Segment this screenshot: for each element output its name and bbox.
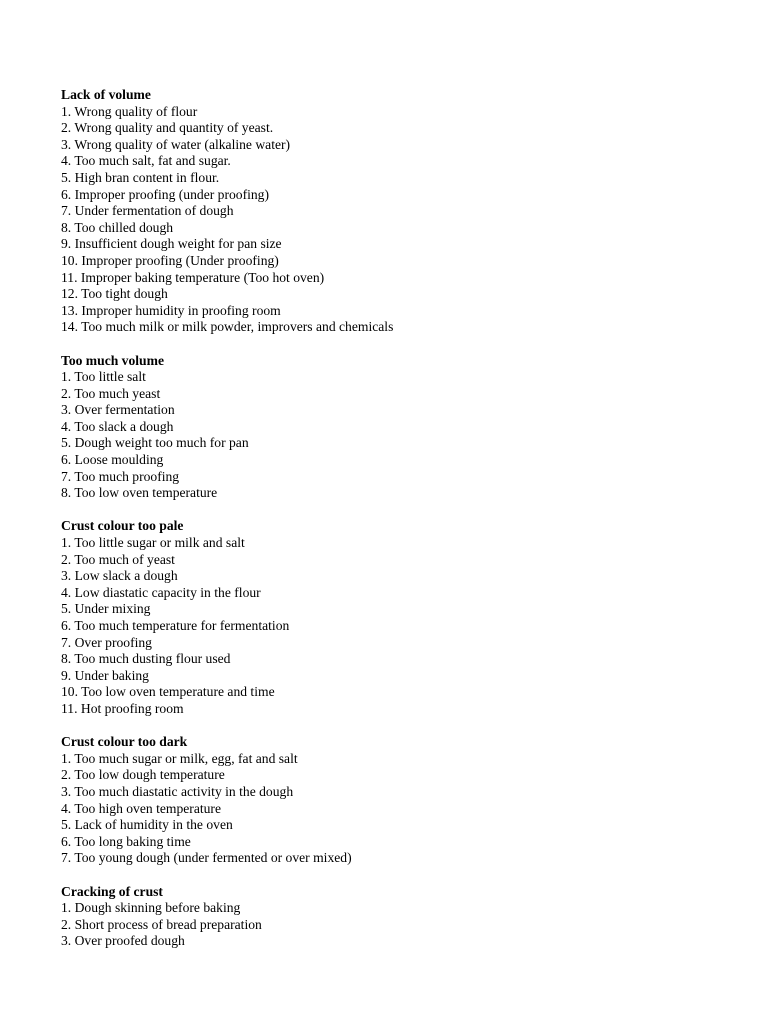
- section-title: Too much volume: [61, 352, 164, 368]
- list-item: 7. Over proofing: [61, 634, 152, 650]
- section: [61, 884, 741, 950]
- list-item: 4. Too much salt, fat and sugar.: [61, 153, 231, 169]
- list-item: 13. Improper humidity in proofing room: [61, 302, 281, 318]
- list-item: 2. Too much of yeast: [61, 551, 175, 567]
- list-item: 1. Dough skinning before baking: [61, 900, 241, 916]
- list-item: 5. Dough weight too much for pan: [61, 435, 249, 451]
- list-item: 7. Too much proofing: [61, 468, 180, 484]
- list-item: 6. Improper proofing (under proofing): [61, 186, 270, 202]
- list-item: 1. Too little salt: [61, 369, 146, 385]
- list-item: 3. Over fermentation: [61, 402, 175, 418]
- list-item: 9. Insufficient dough weight for pan size: [61, 236, 282, 252]
- list-item: 1. Too much sugar or milk, egg, fat and salt: [61, 750, 298, 766]
- list-item: 1. Wrong quality of flour: [61, 103, 198, 119]
- list-item: 10. Improper proofing (Under proofing): [61, 252, 279, 268]
- list-item: 3. Too much diastatic activity in the dough: [61, 783, 294, 799]
- section-title: Crust colour too pale: [61, 518, 184, 534]
- list-item: 3. Over proofed dough: [61, 933, 185, 949]
- list-item: 4. Low diastatic capacity in the flour: [61, 584, 261, 600]
- section-title: Crust colour too dark: [61, 734, 188, 750]
- list-item: 5. Under mixing: [61, 601, 151, 617]
- list-item: 7. Too young dough (under fermented or over mixed): [61, 850, 352, 866]
- section: [61, 518, 741, 717]
- list-item: 3. Low slack a dough: [61, 568, 178, 584]
- list-item: 10. Too low oven temperature and time: [61, 684, 275, 700]
- list-item: 6. Loose moulding: [61, 452, 164, 468]
- list-item: 5. Lack of humidity in the oven: [61, 817, 233, 833]
- list-item: 2. Too much yeast: [61, 385, 161, 401]
- list-item: 4. Too slack a dough: [61, 418, 174, 434]
- list-item: 9. Under baking: [61, 667, 149, 683]
- list-item: 3. Wrong quality of water (alkaline water): [61, 136, 291, 152]
- list-item: 1. Too little sugar or milk and salt: [61, 535, 245, 551]
- list-item: 2. Too low dough temperature: [61, 767, 225, 783]
- list-item: 6. Too much temperature for fermentation: [61, 618, 290, 633]
- list-item: 8. Too low oven temperature: [61, 485, 218, 501]
- section: [61, 87, 741, 336]
- list-item: 5. High bran content in flour.: [61, 169, 220, 185]
- list-item: 6. Too long baking time: [61, 833, 191, 849]
- list-item: 2. Wrong quality and quantity of yeast.: [61, 120, 274, 136]
- list-item: 8. Too chilled dough: [61, 219, 174, 235]
- section: [61, 353, 741, 502]
- section: [61, 734, 741, 867]
- section-title: Cracking of crust: [61, 883, 163, 899]
- list-item: 11. Hot proofing room: [61, 700, 184, 716]
- list-item: 7. Under fermentation of dough: [61, 203, 234, 219]
- list-item: 12. Too tight dough: [61, 286, 168, 302]
- list-item: 2. Short process of bread preparation: [61, 916, 262, 932]
- list-item: 11. Improper baking temperature (Too hot oven): [61, 269, 325, 285]
- list-item: 4. Too high oven temperature: [61, 800, 221, 816]
- list-item: 14. Too much milk or milk powder, improvers and chemicals: [61, 319, 394, 335]
- list-item: 8. Too much dusting flour used: [61, 651, 231, 667]
- document-body: [61, 87, 741, 966]
- section-title: Lack of volume: [61, 87, 151, 102]
